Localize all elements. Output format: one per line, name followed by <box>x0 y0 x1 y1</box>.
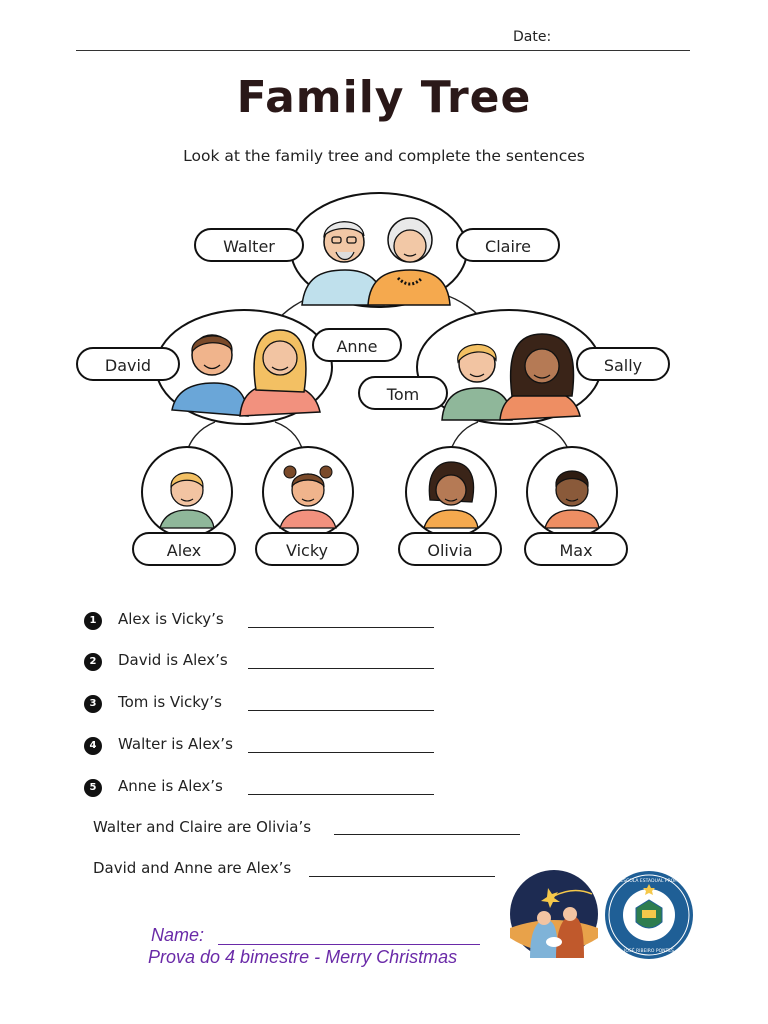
parents-tom-sally-portrait <box>417 310 601 424</box>
parents-david-anne-portrait <box>156 310 332 424</box>
max-portrait <box>527 447 617 537</box>
question-number: 1 <box>84 612 102 630</box>
name-pill-olivia: Olivia <box>398 532 502 566</box>
page-title: Family Tree <box>236 72 532 123</box>
name-pill-vicky: Vicky <box>255 532 359 566</box>
name-pill-claire: Claire <box>456 228 560 262</box>
school-seal-logo <box>604 870 694 960</box>
answer-blank[interactable] <box>248 710 434 711</box>
date-label: Date: <box>513 29 552 45</box>
name-pill-david: David <box>76 347 180 381</box>
name-label: Name: <box>151 925 205 945</box>
name-pill-walter: Walter <box>194 228 304 262</box>
svg-text:JOSÉ RIBEIRO PONTES: JOSÉ RIBEIRO PONTES <box>624 949 674 954</box>
svg-text:ESCOLA ESTADUAL PROF.: ESCOLA ESTADUAL PROF. <box>620 879 678 884</box>
exam-line: Prova do 4 bimestre - Merry Christmas <box>148 947 458 967</box>
name-pill-anne: Anne <box>312 328 402 362</box>
name-pill-sally: Sally <box>576 347 670 381</box>
question-number: 3 <box>84 695 102 713</box>
answer-blank[interactable] <box>309 876 495 877</box>
name-pill-tom: Tom <box>358 376 448 410</box>
answer-blank[interactable] <box>248 794 434 795</box>
name-pill-max: Max <box>524 532 628 566</box>
name-pill-alex: Alex <box>132 532 236 566</box>
olivia-portrait <box>406 447 496 537</box>
alex-portrait <box>142 447 232 537</box>
answer-blank[interactable] <box>248 627 434 628</box>
vicky-portrait <box>263 447 353 537</box>
question-number: 4 <box>84 737 102 755</box>
name-blank[interactable] <box>218 944 480 945</box>
question-text: Tom is Vicky’s <box>118 693 222 711</box>
nativity-logo <box>508 868 600 960</box>
instructions: Look at the family tree and complete the sentences <box>183 147 585 165</box>
answer-blank[interactable] <box>334 834 520 835</box>
question-number: 5 <box>84 779 102 797</box>
answer-blank[interactable] <box>248 752 434 753</box>
question-text: David is Alex’s <box>118 651 228 669</box>
question-text: Walter is Alex’s <box>118 735 233 753</box>
sentence-text: Walter and Claire are Olivia’s <box>93 818 312 836</box>
date-line <box>76 50 690 51</box>
sentence-text: David and Anne are Alex’s <box>93 859 292 877</box>
question-number: 2 <box>84 653 102 671</box>
answer-blank[interactable] <box>248 668 434 669</box>
grandparents-portrait <box>291 193 467 307</box>
question-text: Anne is Alex’s <box>118 777 223 795</box>
question-text: Alex is Vicky’s <box>118 610 224 628</box>
